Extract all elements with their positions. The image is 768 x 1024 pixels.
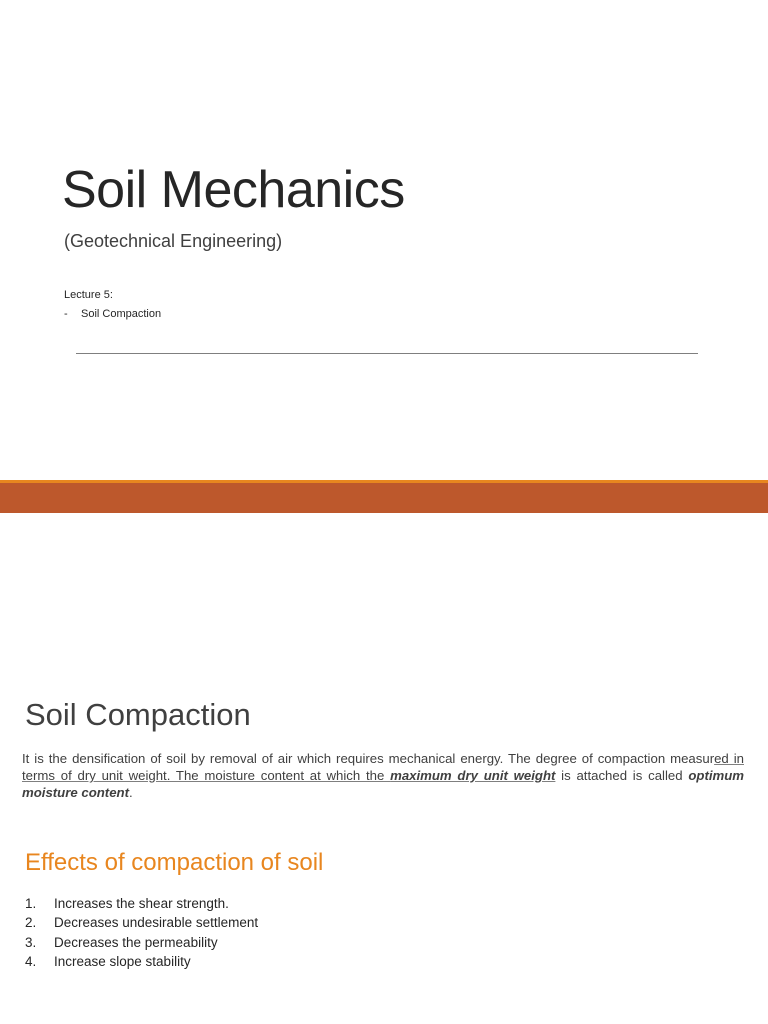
effects-list bbox=[25, 894, 258, 971]
lecture-label: Lecture 5: bbox=[64, 289, 113, 301]
definition-paragraph bbox=[22, 750, 744, 801]
slide-subtitle: (Geotechnical Engineering) bbox=[64, 231, 283, 251]
list-item bbox=[25, 894, 258, 913]
para-bold-optimum-moisture: optimum moisture content bbox=[22, 768, 745, 800]
section-title: Soil Compaction bbox=[25, 697, 251, 732]
list-item bbox=[25, 933, 258, 952]
para-text-2: ed in terms of dry unit weight. The moisture content at which the bbox=[22, 751, 744, 783]
slide-separator-band bbox=[0, 480, 768, 513]
list-text: Increase slope stability bbox=[54, 953, 191, 969]
list-text: Decreases the permeability bbox=[54, 934, 218, 950]
list-number: 3. bbox=[25, 934, 37, 950]
divider-line bbox=[76, 353, 698, 354]
effects-heading: Effects of compaction of soil bbox=[25, 849, 324, 876]
list-item bbox=[25, 913, 258, 932]
topic-label: Soil Compaction bbox=[81, 308, 162, 320]
slide-title: Soil Mechanics bbox=[62, 161, 405, 219]
para-bold-max-dry-unit-weight: maximum dry unit weight bbox=[390, 768, 556, 783]
list-number: 2. bbox=[25, 915, 37, 931]
para-end: . bbox=[128, 785, 133, 800]
list-text: Decreases undesirable settlement bbox=[54, 915, 259, 931]
list-text: Increases the shear strength. bbox=[54, 896, 229, 911]
list-number: 1. bbox=[25, 896, 37, 911]
list-number: 4. bbox=[25, 953, 37, 969]
topic-item bbox=[64, 308, 161, 320]
para-text-1: It is the densification of soil by removal of air which requires mechanical energy. The degree of compaction measur bbox=[22, 751, 715, 766]
list-item bbox=[25, 952, 258, 971]
para-text-3: is attached is called bbox=[555, 768, 689, 783]
title-slide bbox=[0, 0, 768, 480]
topic-bullet: - bbox=[64, 308, 68, 320]
content-slide bbox=[0, 513, 768, 1024]
